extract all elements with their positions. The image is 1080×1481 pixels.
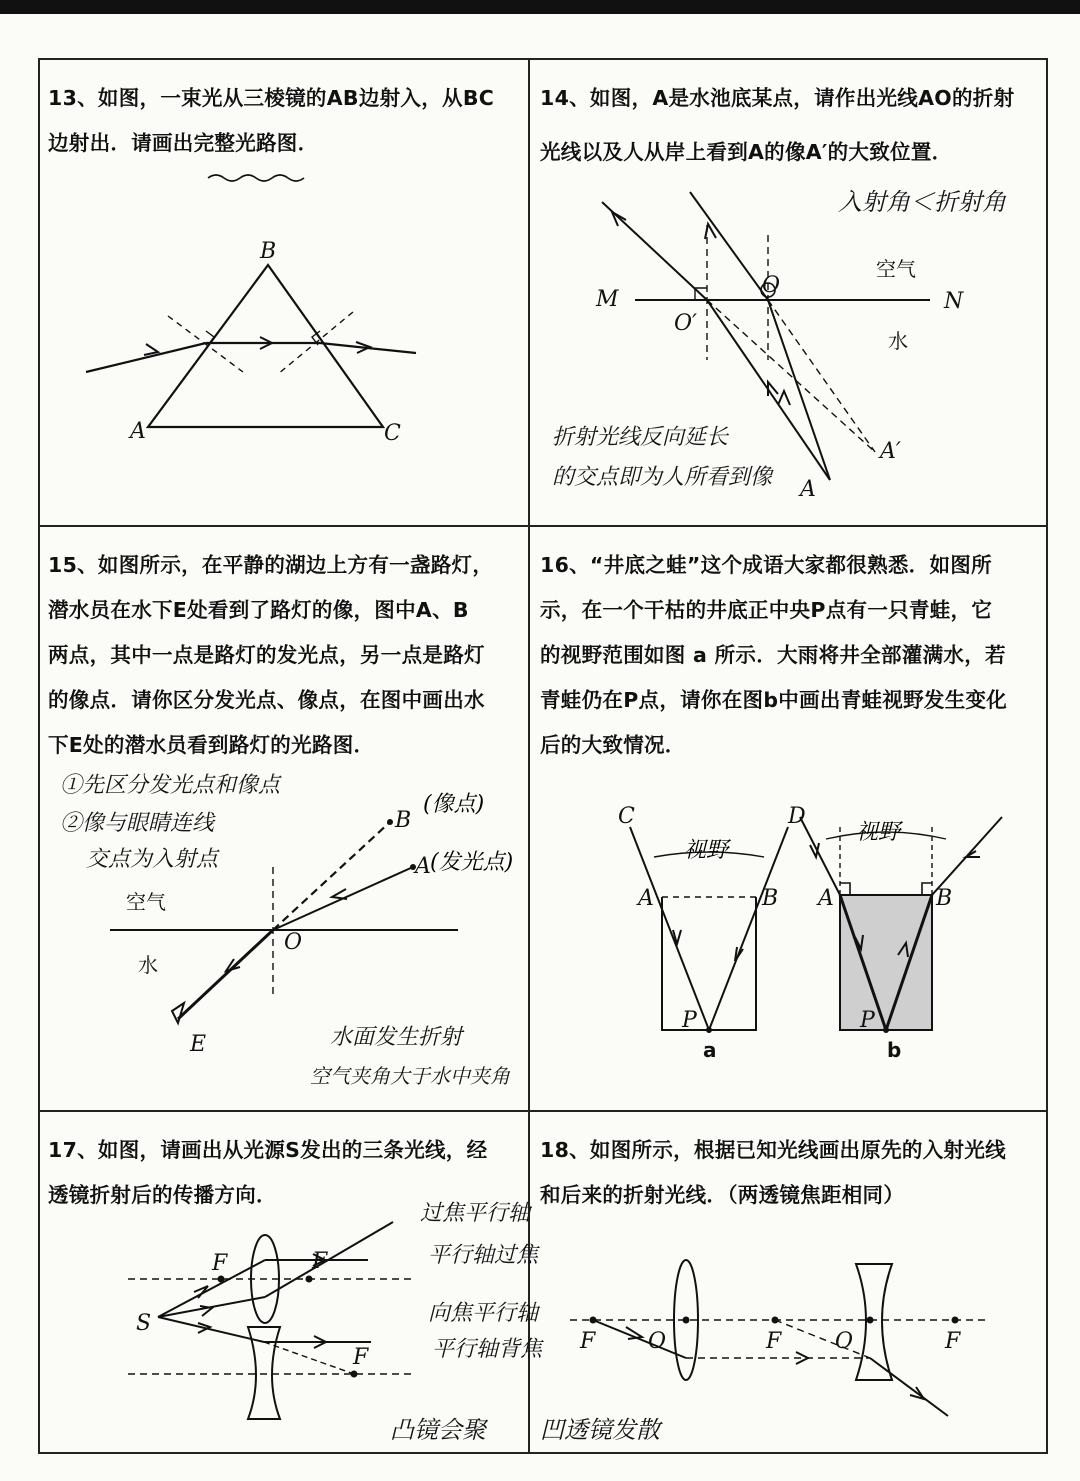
q17-concave-lens bbox=[248, 1327, 280, 1419]
q18-optical-center-1 bbox=[683, 1317, 690, 1324]
q13-prism-diagram bbox=[38, 60, 528, 525]
q16b-ray-in-left bbox=[800, 817, 840, 895]
q17-note-1: 过焦平行轴 bbox=[420, 1201, 531, 1226]
q16b-label-D: D bbox=[788, 804, 806, 829]
q16a-label-A: A bbox=[638, 886, 654, 911]
q18-concave-lens bbox=[856, 1264, 892, 1380]
q15-note-1: ①先区分发光点和像点 bbox=[60, 773, 281, 798]
q16-line-4: 青蛙仍在P点，请你在图b中画出青蛙视野发生变化 bbox=[540, 688, 1008, 712]
q15-line-2: 潜水员在水下E处看到了路灯的像，图中A、B bbox=[48, 598, 469, 622]
q17-extension bbox=[264, 1342, 354, 1374]
q13-incident-ray bbox=[86, 343, 206, 372]
q18-label-O2: O bbox=[835, 1329, 854, 1354]
q13-label-B: B bbox=[260, 239, 277, 264]
q17-focus-left bbox=[218, 1276, 225, 1283]
q16a-arrow-2 bbox=[735, 947, 743, 961]
q18-ray-through-focus bbox=[593, 1320, 686, 1358]
q18-note-1: 凹透镜发散 bbox=[540, 1416, 660, 1444]
q15-label-O: O bbox=[284, 930, 303, 955]
q17-line-1: 17、如图，请画出从光源S发出的三条光线，经 bbox=[48, 1138, 488, 1162]
q15-diver-diagram bbox=[38, 527, 528, 1110]
q14-label-A: A bbox=[800, 477, 816, 502]
q15-label-water: 水 bbox=[138, 953, 158, 977]
q15-label-A: A bbox=[415, 854, 431, 879]
q15-label-B-note: (像点) bbox=[423, 792, 485, 817]
q16b-label-b: b bbox=[887, 1038, 902, 1062]
q16-line-1: 16、“井底之蛙”这个成语大家都很熟悉．如图所 bbox=[540, 553, 992, 577]
q18-line-1: 18、如图所示，根据已知光线画出原先的入射光线 bbox=[540, 1138, 1006, 1162]
q18-label-O1: O bbox=[648, 1329, 667, 1354]
q18-label-F3: F bbox=[945, 1329, 961, 1354]
q15-note-5: 空气夹角大于水中夹角 bbox=[310, 1064, 510, 1088]
q15-line-4: 的像点．请你区分发光点、像点，在图中画出水 bbox=[48, 688, 485, 712]
q17-lens-diagram bbox=[38, 1112, 531, 1454]
q14-arrow-4 bbox=[768, 382, 778, 396]
q14-label-A-prime: A′ bbox=[880, 439, 901, 464]
q13-line-2: 边射出．请画出完整光路图． bbox=[48, 131, 319, 155]
q17-arrow-2 bbox=[200, 1306, 212, 1316]
q15-label-A-note: (发光点) bbox=[430, 850, 514, 875]
q15-line-5: 下E处的潜水员看到路灯的光路图． bbox=[48, 733, 375, 757]
q18-focus-right bbox=[952, 1317, 959, 1324]
q14-line-1: 14、如图，A是水池底某点，请作出光线AO的折射 bbox=[540, 86, 1015, 110]
q15-label-E: E bbox=[190, 1032, 207, 1057]
q16a-label-view: 视野 bbox=[684, 838, 729, 863]
q16b-label-B: B bbox=[936, 886, 953, 911]
q15-note-4: 水面发生折射 bbox=[330, 1025, 463, 1050]
q14-extension-2 bbox=[768, 300, 875, 452]
q15-arrow-2 bbox=[226, 959, 240, 971]
q16a-label-C: C bbox=[618, 804, 635, 829]
q17-label-F3: F bbox=[353, 1345, 369, 1370]
q14-label-O: O bbox=[762, 273, 781, 298]
eye-icon bbox=[172, 1003, 184, 1023]
q16a-frog-point bbox=[706, 1027, 712, 1033]
q17-label-S: S bbox=[136, 1311, 152, 1336]
q18-focus-middle bbox=[772, 1317, 779, 1324]
q14-refracted-ray-1 bbox=[602, 202, 707, 300]
q17-note-3: 向焦平行轴 bbox=[428, 1301, 539, 1326]
q16b-right-angle-right bbox=[922, 883, 932, 895]
q13-arrow-1 bbox=[144, 344, 158, 355]
q15-note-3: 交点为入射点 bbox=[86, 847, 219, 872]
q18-line-2: 和后来的折射光线．（两透镜焦距相同） bbox=[540, 1183, 905, 1207]
q14-label-M: M bbox=[596, 287, 619, 312]
q17-note-2: 平行轴过焦 bbox=[428, 1243, 539, 1268]
q18-extension bbox=[775, 1320, 870, 1358]
q15-refracted-ray bbox=[178, 930, 273, 1019]
q16b-water-fill bbox=[840, 895, 932, 1030]
q15-image-extension bbox=[273, 822, 390, 930]
q18-label-F2: F bbox=[766, 1329, 782, 1354]
q17-note-4: 平行轴背焦 bbox=[432, 1337, 543, 1362]
q18-focus-left bbox=[590, 1317, 597, 1324]
q15-label-air: 空气 bbox=[126, 890, 166, 914]
q15-label-B: B bbox=[395, 808, 412, 833]
q16b-frog-point bbox=[883, 1027, 889, 1033]
q16-well-diagrams bbox=[530, 527, 1048, 1110]
q16b-label-view: 视野 bbox=[856, 820, 901, 845]
q17-label-F2: F bbox=[312, 1249, 328, 1274]
q14-ray-A-to-O bbox=[768, 300, 830, 480]
q18-arrow-1 bbox=[626, 1327, 642, 1339]
q15-line-1: 15、如图所示，在平静的湖边上方有一盏路灯， bbox=[48, 553, 494, 577]
q18-label-F1: F bbox=[580, 1329, 596, 1354]
q16b-right-angle-left bbox=[840, 883, 850, 895]
q14-refracted-ray-2 bbox=[690, 192, 768, 300]
q16-line-5: 后的大致情况． bbox=[540, 733, 686, 757]
q13-line-1: 13、如图，一束光从三棱镜的AB边射入，从BC bbox=[48, 86, 495, 110]
q14-line-2: 光线以及人从岸上看到A的像A′的大致位置． bbox=[540, 140, 953, 164]
q15-note-2: ②像与眼睛连线 bbox=[60, 811, 215, 836]
q14-label-N: N bbox=[944, 289, 964, 314]
q16b-label-A: A bbox=[818, 886, 834, 911]
q13-label-A: A bbox=[130, 419, 146, 444]
q14-refraction-diagram bbox=[530, 60, 1048, 525]
q17-note-5: 凸镜会聚 bbox=[390, 1416, 486, 1444]
q17-focus-right bbox=[306, 1276, 313, 1283]
q16-line-3: 的视野范围如图 a 所示．大雨将井全部灌满水，若 bbox=[540, 643, 1006, 667]
q14-extension-1 bbox=[707, 300, 875, 452]
q13-wavy-underline bbox=[208, 175, 304, 181]
q14-note-bottom-1: 折射光线反向延长 bbox=[552, 425, 729, 450]
q14-label-air: 空气 bbox=[876, 257, 916, 281]
q16-line-2: 示，在一个干枯的井底正中央P点有一只青蛙，它 bbox=[540, 598, 993, 622]
q17-focus-lower bbox=[351, 1371, 358, 1378]
q16b-label-P: P bbox=[860, 1008, 875, 1033]
q18-lens-diagram bbox=[530, 1112, 1048, 1454]
q14-arrow-3 bbox=[778, 391, 790, 405]
q15-line-3: 两点，其中一点是路灯的发光点，另一点是路灯 bbox=[48, 643, 485, 667]
q18-diverged-ray bbox=[870, 1358, 948, 1416]
q16a-label-a: a bbox=[703, 1038, 717, 1062]
q18-optical-center-2 bbox=[867, 1317, 874, 1324]
q17-label-F1: F bbox=[212, 1251, 228, 1276]
q13-label-C: C bbox=[384, 421, 401, 446]
q14-label-water: 水 bbox=[888, 329, 908, 353]
q16a-label-B: B bbox=[762, 886, 779, 911]
q14-label-O-prime: O′ bbox=[674, 311, 698, 336]
top-edge-bar bbox=[0, 0, 1080, 14]
q15-point-B bbox=[387, 819, 393, 825]
q14-note-bottom-2: 的交点即为人所看到像 bbox=[552, 465, 773, 490]
q16a-label-P: P bbox=[682, 1008, 697, 1033]
q14-note-top: 入射角＜折射角 bbox=[838, 188, 1006, 216]
q17-line-2: 透镜折射后的传播方向． bbox=[48, 1183, 277, 1207]
q16a-well bbox=[662, 897, 756, 1030]
